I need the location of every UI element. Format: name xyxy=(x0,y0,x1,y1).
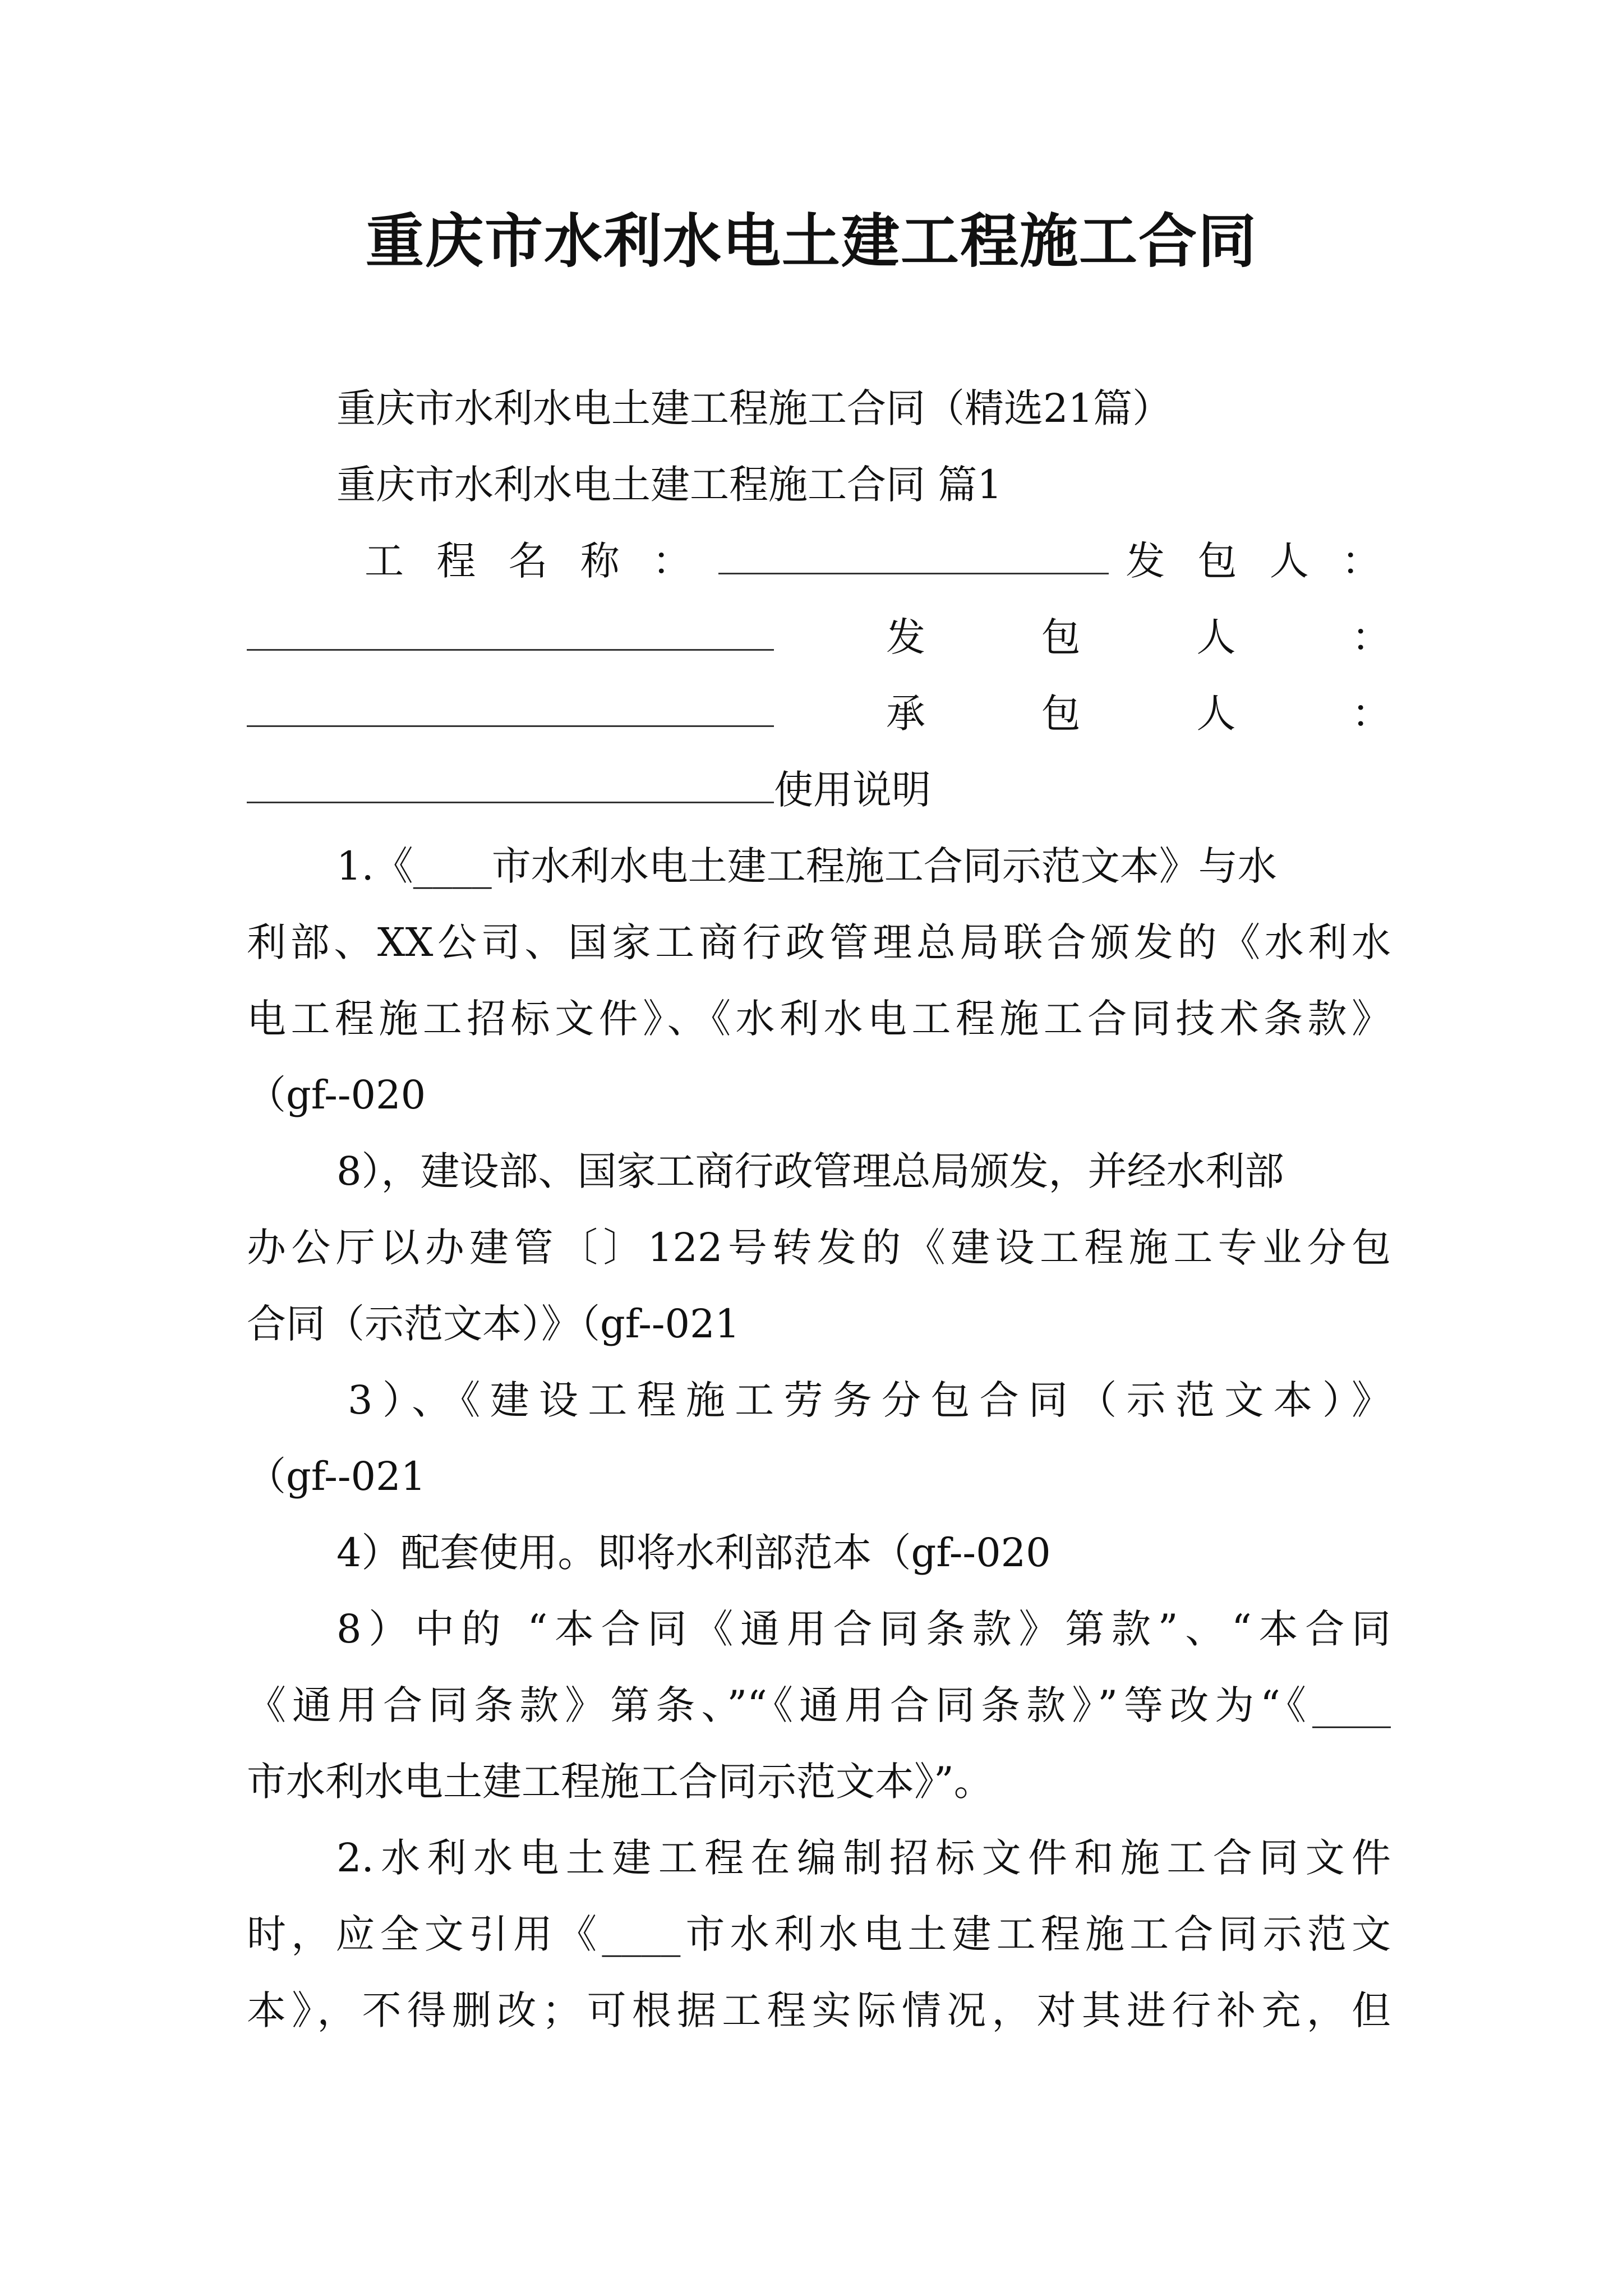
part-heading: 重庆市水利水电土建工程施工合同 篇1 xyxy=(336,462,1002,508)
paragraph-line: 8）中的 “本合同《通用合同条款》第款”、“本合同 xyxy=(336,1606,1391,1652)
employer-label-1: 发 包 人 ： xyxy=(1126,538,1391,584)
employer-label-2: 发 包 人 ： xyxy=(886,614,1391,660)
usage-blank xyxy=(247,754,774,803)
paragraph-line: （gf--020 xyxy=(247,1072,426,1118)
paragraph-line: （gf--021 xyxy=(247,1453,426,1499)
project-name-blank xyxy=(718,528,1109,574)
paragraph-line: 本》，不得删改；可根据工程实际情况，对其进行补充，但 xyxy=(247,1987,1391,2033)
employer-blank xyxy=(247,602,774,651)
employer-row xyxy=(247,599,1391,675)
project-name-label: 工 程 名 称 ： xyxy=(365,538,702,584)
paragraph-line: 3）、《建设工程施工劳务分包合同（示范文本）》 xyxy=(348,1377,1391,1423)
paragraph-line: 利部、XX公司、国家工商行政管理总局联合颁发的《水利水 xyxy=(247,919,1391,965)
subtitle: 重庆市水利水电土建工程施工合同（精选21篇） xyxy=(336,385,1172,431)
document-title: 重庆市水利水电土建工程施工合同 xyxy=(365,206,1257,275)
document-body xyxy=(247,370,1391,2049)
usage-row xyxy=(247,752,1391,828)
paragraph-line: 2.水利水电土建工程在编制招标文件和施工合同文件 xyxy=(336,1835,1391,1881)
contractor-row xyxy=(247,675,1391,752)
usage-label: 使用说明 xyxy=(774,767,931,813)
contractor-label: 承 包 人 ： xyxy=(886,691,1391,737)
paragraph-line: 时，应全文引用《____市水利水电土建工程施工合同示范文 xyxy=(247,1911,1391,1957)
paragraph-line: 合同（示范文本）》（gf--021 xyxy=(247,1301,740,1347)
paragraph-line: 8），建设部、国家工商行政管理总局颁发，并经水利部 xyxy=(336,1148,1284,1194)
paragraph-line: 1.《____市水利水电土建工程施工合同示范文本》与水 xyxy=(336,843,1277,889)
paragraph-line: 4）配套使用。即将水利部范本（gf--020 xyxy=(336,1530,1051,1576)
paragraph-line: 《通用合同条款》第条、”“《通用合同条款》”等改为“《____ xyxy=(247,1682,1391,1728)
contractor-blank xyxy=(247,678,774,727)
paragraph-line: 电工程施工招标文件》、《水利水电工程施工合同技术条款》 xyxy=(247,996,1391,1042)
paragraph-line: 办公厅以办建管〔〕122号转发的《建设工程施工专业分包 xyxy=(247,1225,1391,1271)
paragraph-line: 市水利水电土建工程施工合同示范文本》”。 xyxy=(247,1759,993,1805)
project-name-row xyxy=(247,523,1391,599)
